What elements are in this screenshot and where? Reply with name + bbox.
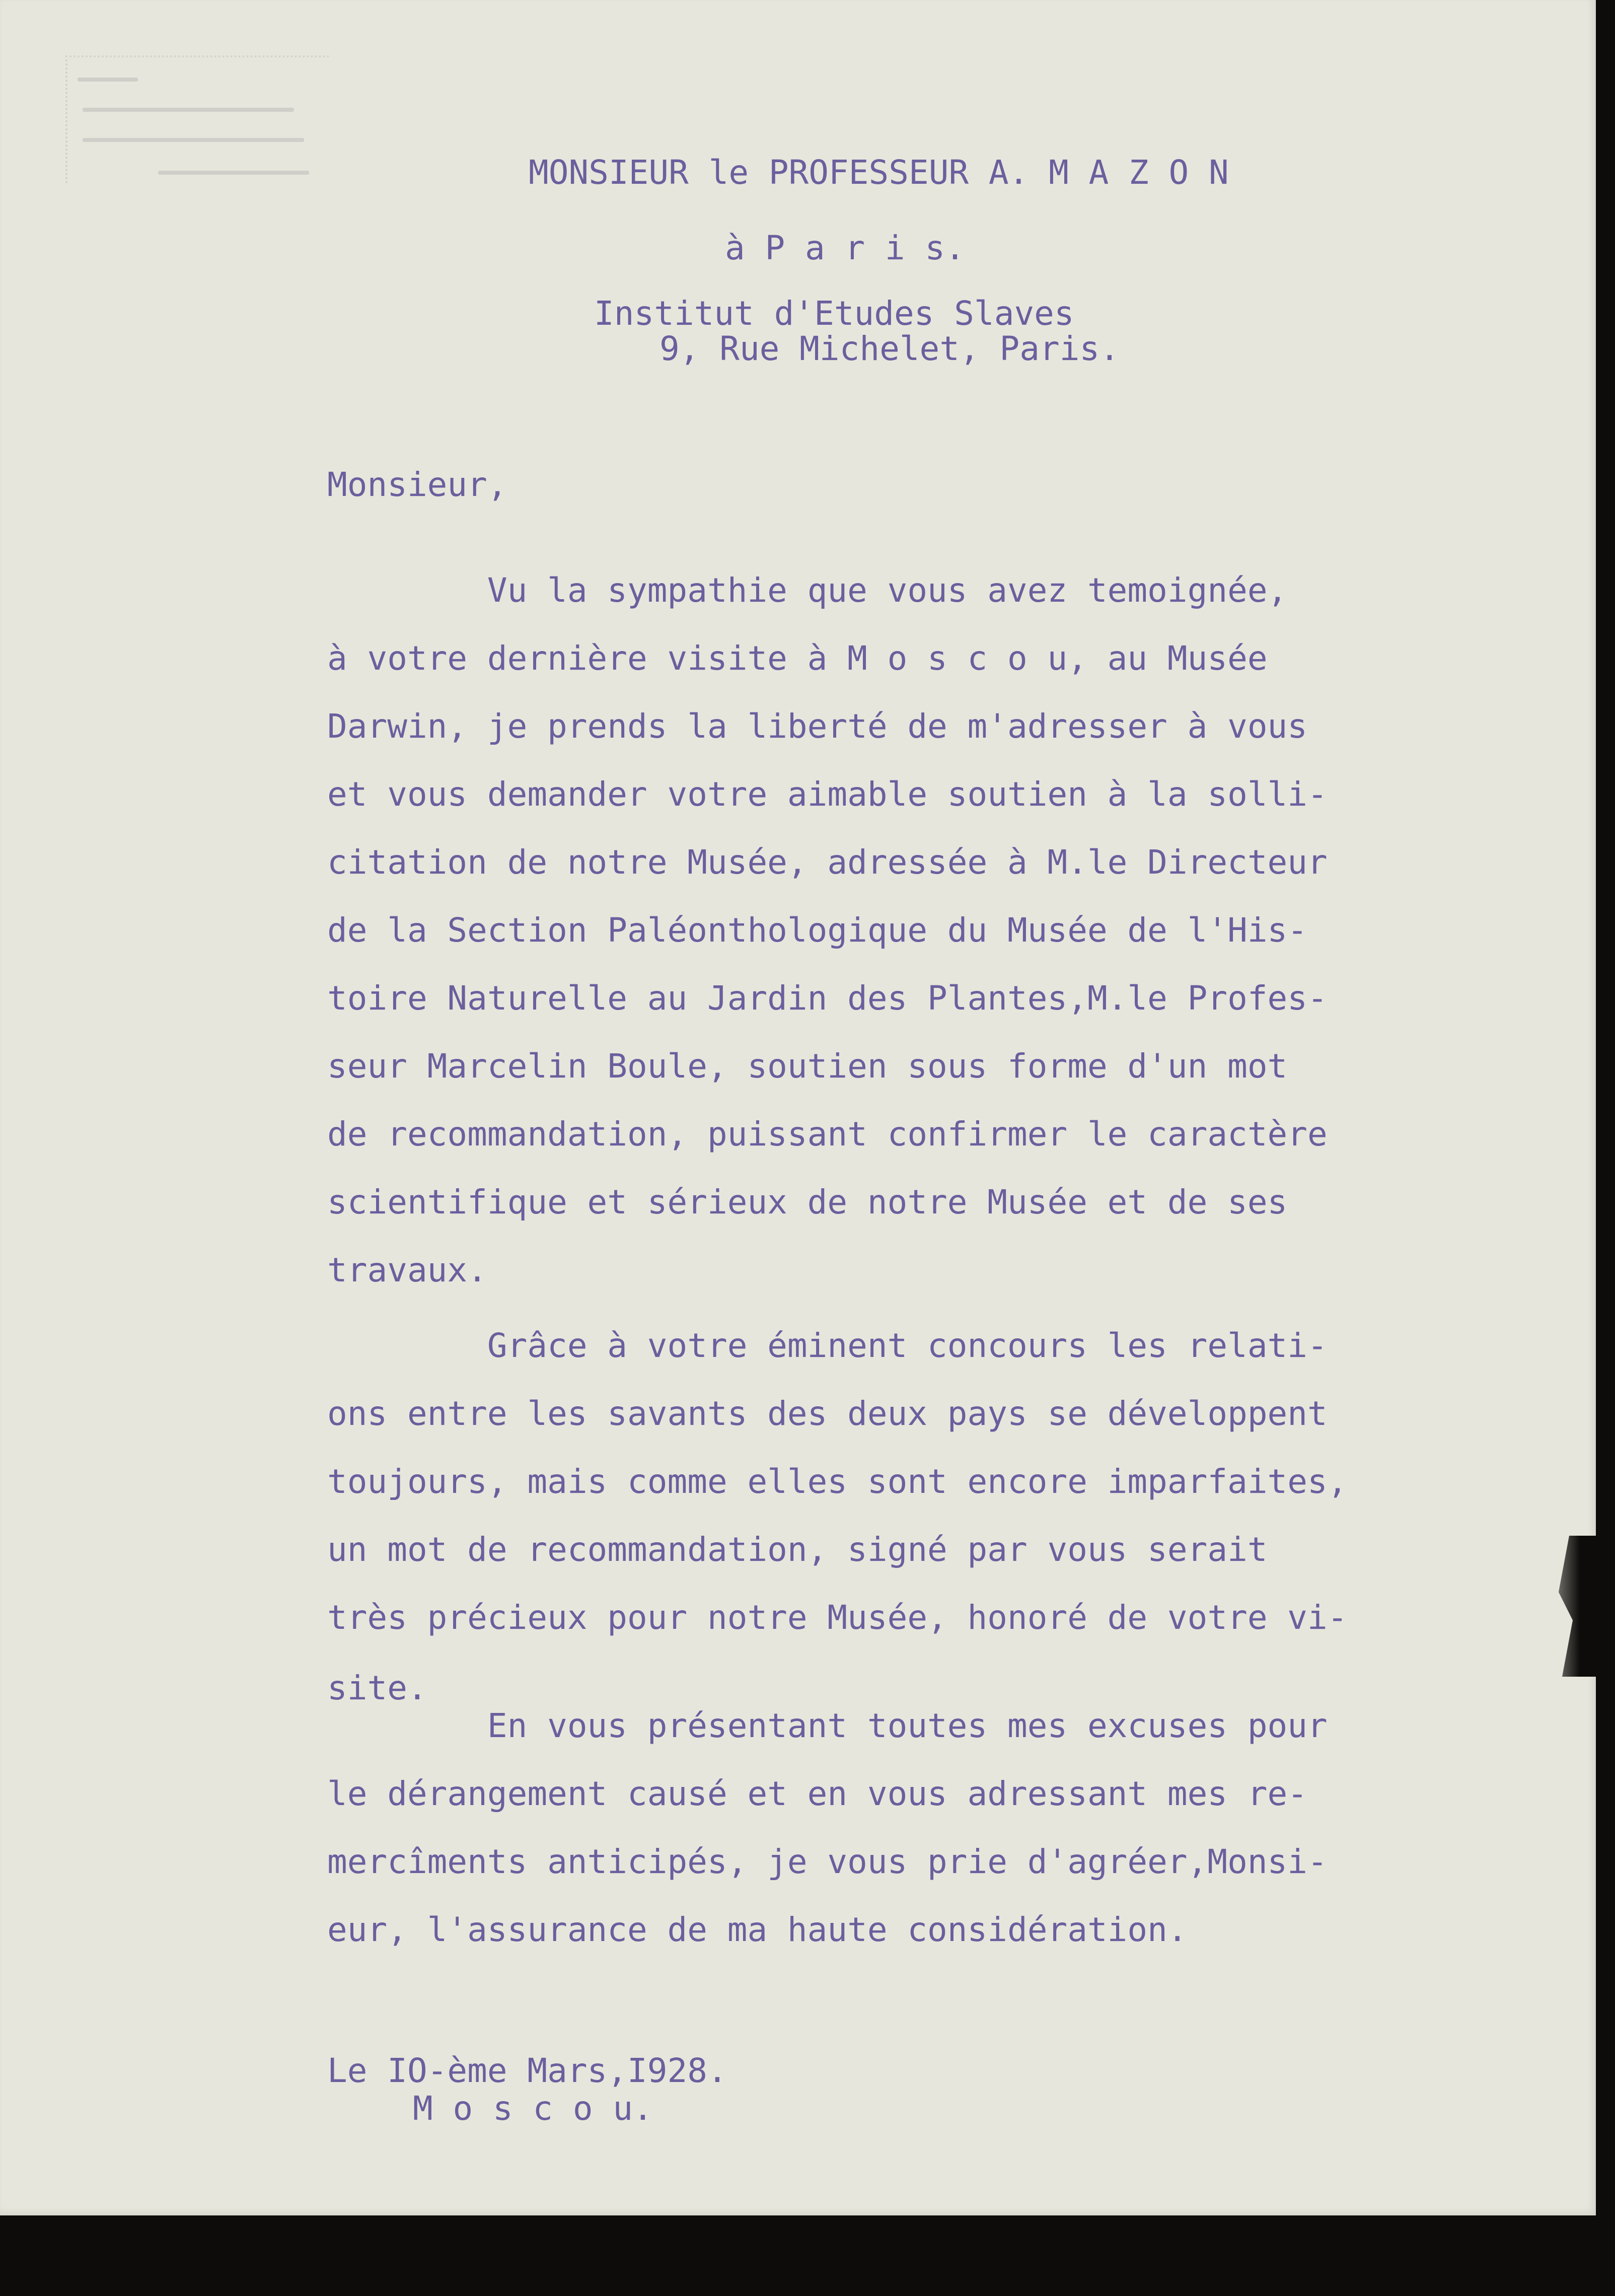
date-line: Le IO-ème Mars,I928. <box>327 2051 727 2090</box>
body-line: site. <box>327 1669 427 1707</box>
faded-stamp <box>65 55 329 183</box>
body-line: de recommandation, puissant confirmer le caractère <box>327 1115 1328 1154</box>
body-line: scientifique et sérieux de notre Musée et de ses <box>327 1183 1288 1222</box>
body-line: très précieux pour notre Musée, honoré de votre vi- <box>327 1598 1348 1637</box>
recipient-line-street: 9, Rue Michelet, Paris. <box>659 329 1120 368</box>
body-line: Vu la sympathie que vous avez temoignée, <box>327 571 1288 610</box>
body-line: En vous présentant toutes mes excuses pour <box>327 1706 1328 1745</box>
body-line: Grâce à votre éminent concours les relati- <box>327 1326 1328 1365</box>
body-line: Darwin, je prends la liberté de m'adresser à vous <box>327 707 1308 746</box>
recipient-line-city: à P a r i s. <box>725 229 965 267</box>
body-line: eur, l'assurance de ma haute considération. <box>327 1910 1188 1949</box>
body-line: seur Marcelin Boule, soutien sous forme d'un mot <box>327 1047 1288 1086</box>
body-line: travaux. <box>327 1251 487 1289</box>
place-line: M o s c o u. <box>413 2089 653 2128</box>
body-line: ons entre les savants des deux pays se développent <box>327 1394 1328 1433</box>
recipient-line-name: MONSIEUR le PROFESSEUR A. M A Z O N <box>529 153 1229 192</box>
body-line: à votre dernière visite à M o s c o u, au Musée <box>327 639 1268 678</box>
recipient-line-institute: Institut d'Etudes Slaves <box>594 294 1074 333</box>
body-line: et vous demander votre aimable soutien à la solli- <box>327 775 1328 814</box>
body-line: un mot de recommandation, signé par vous serait <box>327 1530 1268 1569</box>
body-line: toire Naturelle au Jardin des Plantes,M.le Profes- <box>327 979 1328 1018</box>
body-line: citation de notre Musée, adressée à M.le Directeur <box>327 843 1328 882</box>
body-line: de la Section Paléonthologique du Musée de l'His- <box>327 911 1308 950</box>
salutation: Monsieur, <box>327 465 507 504</box>
body-line: le dérangement causé et en vous adressant mes re- <box>327 1774 1308 1813</box>
body-line: mercîments anticipés, je vous prie d'agréer,Monsi- <box>327 1842 1328 1881</box>
body-line: toujours, mais comme elles sont encore imparfaites, <box>327 1462 1348 1501</box>
